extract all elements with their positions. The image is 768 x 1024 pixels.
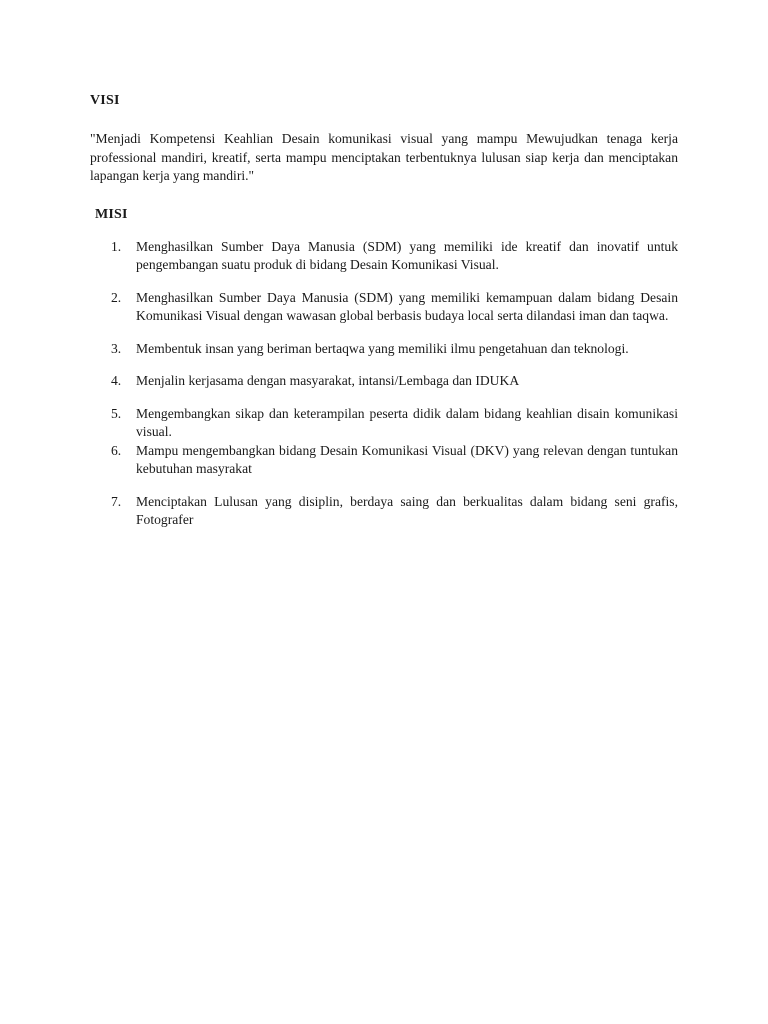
misi-item-3 [90, 340, 678, 359]
misi-item-4 [90, 372, 678, 391]
misi-item-text: Mengembangkan sikap dan keterampilan peserta didik dalam bidang keahlian disain komunikasi visual. [136, 405, 678, 439]
misi-list [90, 238, 678, 530]
visi-heading: VISI [90, 93, 120, 108]
misi-item-text: Menghasilkan Sumber Daya Manusia (SDM) yang memiliki kemampuan dalam bidang Desain Komunikasi Visual dengan wawasan global berbasis budaya local serta dilandasi iman dan taqwa. [136, 289, 678, 323]
misi-heading: MISI [95, 206, 128, 222]
misi-item-text: Mampu mengembangkan bidang Desain Komunikasi Visual (DKV) yang relevan dengan tuntukan kebutuhan masyrakat [136, 442, 678, 476]
misi-item-6 [90, 442, 678, 479]
visi-text: "Menjadi Kompetensi Keahlian Desain komunikasi visual yang mampu Mewujudkan tenaga kerja professional mandiri, kreatif, serta mampu menciptakan terbentuknya lulusan siap kerja dan menciptakan lapangan kerja yang mandiri." [90, 131, 678, 183]
misi-item-number: 5. [111, 405, 122, 421]
misi-item-number: 1. [111, 238, 122, 254]
misi-item-5 [90, 405, 678, 442]
misi-item-text: Menghasilkan Sumber Daya Manusia (SDM) yang memiliki ide kreatif dan inovatif untuk pengembangan suatu produk di bidang Desain Komunikasi Visual. [136, 238, 678, 272]
misi-item-number: 6. [111, 442, 122, 458]
misi-item-7 [90, 493, 678, 530]
misi-item-2 [90, 289, 678, 326]
misi-item-number: 7. [111, 493, 122, 509]
document-content [90, 92, 678, 544]
misi-item-number: 3. [111, 340, 122, 356]
misi-item-number: 2. [111, 289, 122, 305]
misi-item-text: Menjalin kerjasama dengan masyarakat, intansi/Lembaga dan IDUKA [136, 373, 520, 388]
misi-item-1 [90, 238, 678, 275]
misi-item-text: Membentuk insan yang beriman bertaqwa yang memiliki ilmu pengetahuan dan teknologi. [136, 340, 629, 356]
misi-item-text: Menciptakan Lulusan yang disiplin, berdaya saing dan berkualitas dalam bidang seni grafis, Fotografer [136, 493, 678, 527]
misi-item-number: 4. [111, 373, 122, 388]
